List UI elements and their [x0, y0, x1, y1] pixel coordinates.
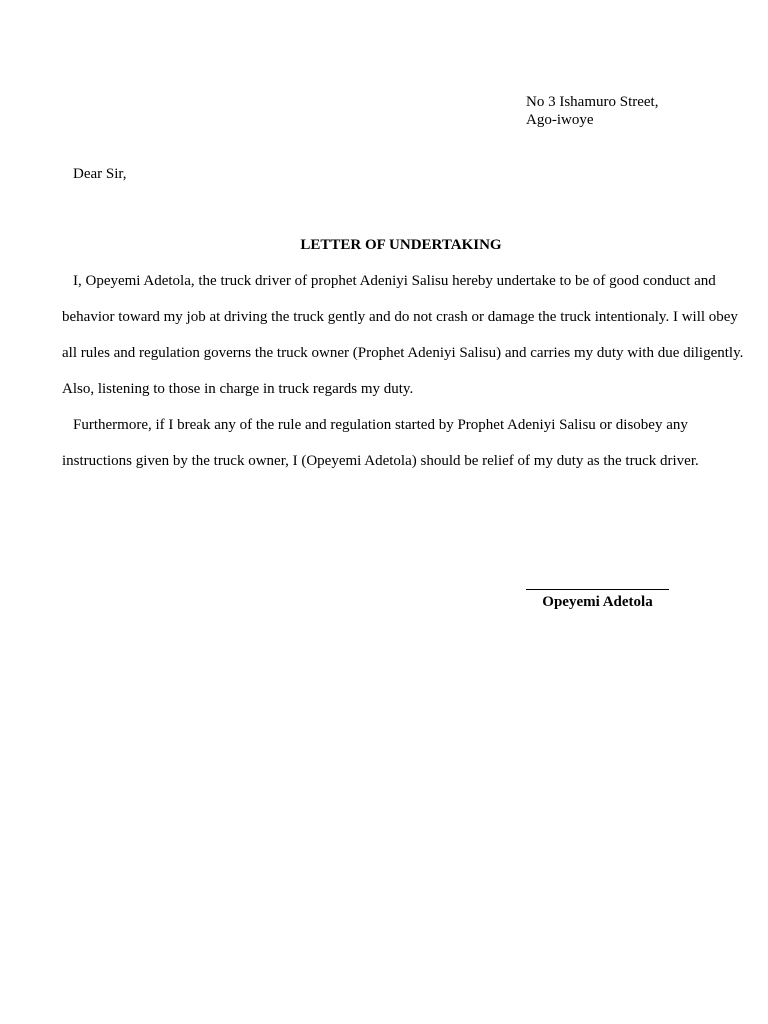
letter-body — [62, 263, 752, 479]
address-line-1: No 3 Ishamuro Street, — [526, 94, 659, 110]
salutation: Dear Sir, — [73, 166, 127, 182]
signature-line — [526, 589, 669, 590]
body-paragraph-1: I, Opeyemi Adetola, the truck driver of prophet Adeniyi Salisu hereby undertake to be of good conduct and behavior toward my job at driving the truck gently and do not crash or damage the truck intentionaly. I will obey all rules and regulation governs the truck owner (Prophet Adeniyi Salisu) and carries my duty with due diligently. Also, listening to those in charge in truck regards my duty. — [62, 273, 744, 397]
letter-title: LETTER OF UNDERTAKING — [300, 237, 502, 253]
body-paragraph-2: Furthermore, if I break any of the rule and regulation started by Prophet Adeniyi Salisu or disobey any instructions given by the truck owner, I (Opeyemi Adetola) should be relief of my duty as the truck driver. — [62, 417, 699, 469]
signatory-name: Opeyemi Adetola — [542, 594, 653, 610]
signature-block — [526, 589, 669, 611]
sender-address — [526, 93, 658, 129]
address-line-2: Ago-iwoye — [526, 112, 594, 128]
